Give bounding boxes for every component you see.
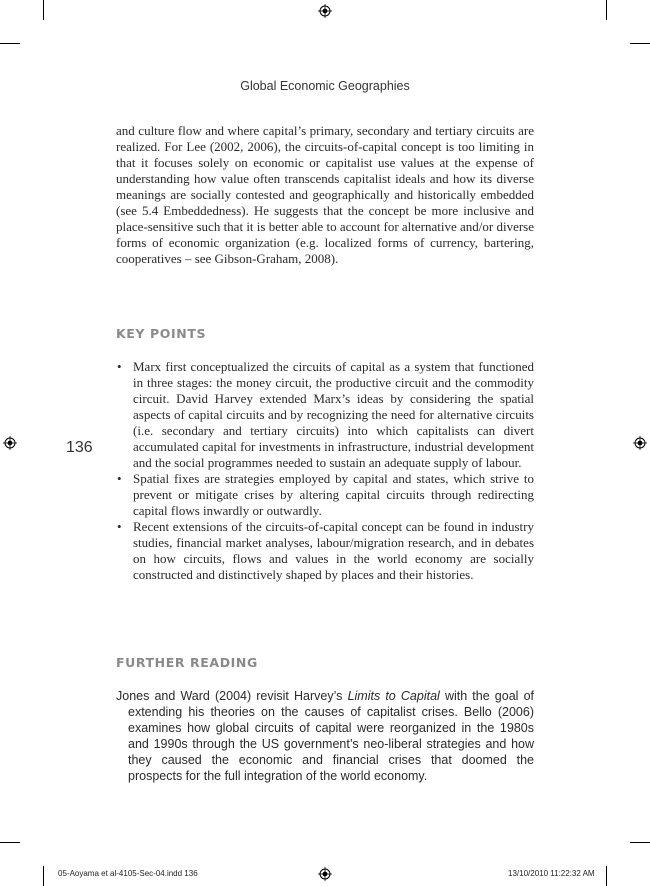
crop-mark [606, 0, 607, 20]
registration-mark-icon [318, 867, 332, 881]
key-point-item: • Recent extensions of the circuits-of-capital concept can be found in industry studies, financial market analyses, labour/migration research, and in debates on how circuits, flows and values in the world economy are socially constructed and distinctively shaped by places and their histories. [116, 519, 534, 583]
crop-mark [43, 0, 44, 20]
registration-mark-icon [318, 4, 332, 18]
further-reading-text: Jones and Ward (2004) revisit Harvey’s [116, 689, 348, 703]
running-head: Global Economic Geographies [240, 79, 410, 93]
slug-datetime: 13/10/2010 11:22:32 AM [508, 869, 595, 878]
further-reading-paragraph [116, 688, 534, 784]
crop-mark [0, 842, 20, 843]
registration-mark-icon [633, 436, 647, 450]
key-point-item: • Marx first conceptualized the circuits of capital as a system that functioned in three stages: the money circuit, the productive circuit and the commodity circuit. David Harvey extended Marx’s ideas by considering the spatial aspects of capital circuits and by recognizing the need for alternative circuits (i.e. secondary and tertiary circuits) into which capitalists can divert accumulated capital for investments in infrastructure, industrial development and the social programmes needed to sustain an adequate supply of labour. [116, 359, 534, 471]
slug-filename: 05-Aoyama et al-4105-Sec-04.indd 136 [58, 869, 198, 878]
page-number: 136 [66, 439, 93, 456]
crop-mark [606, 866, 607, 886]
key-point-item: • Spatial fixes are strategies employed by capital and states, which strive to prevent or mitigate crises by altering capital circuits through redirecting capital flows inwardly or outwardly. [116, 471, 534, 519]
further-reading-text: with the goal of extending his theories on the causes of capitalist crises. Bello (2006) examines how global circuits of capital were reorganized in the 1980s and 1990s through the US government’s neo-liberal strategies and how they caused the economic and financial crises that doomed the prospects for the full integration of the world economy. [128, 689, 534, 783]
further-reading-heading: FURTHER READING [116, 655, 258, 670]
key-points-heading: KEY POINTS [116, 326, 207, 341]
key-points-list [116, 359, 534, 583]
crop-mark [0, 43, 20, 44]
intro-paragraph: and culture flow and where capital’s primary, secondary and tertiary circuits are realized. For Lee (2002, 2006), the circuits-of-capital concept is too limiting in that it focuses solely on economic or capitalist use values at the expense of understanding how value often transcends capitalist ideals and how its diverse meanings are socially contested and geographically and historically embedded (see 5.4 Embeddedness). He suggests that the concept be more inclusive and place-sensitive such that it is better able to account for alternative and/or diverse forms of economic organization (e.g. localized forms of currency, bartering, cooperatives – see Gibson-Graham, 2008). [116, 123, 535, 266]
crop-mark [43, 866, 44, 886]
crop-mark [630, 43, 650, 44]
book-title: Limits to Capital [347, 689, 440, 703]
registration-mark-icon [3, 436, 17, 450]
crop-mark [630, 842, 650, 843]
